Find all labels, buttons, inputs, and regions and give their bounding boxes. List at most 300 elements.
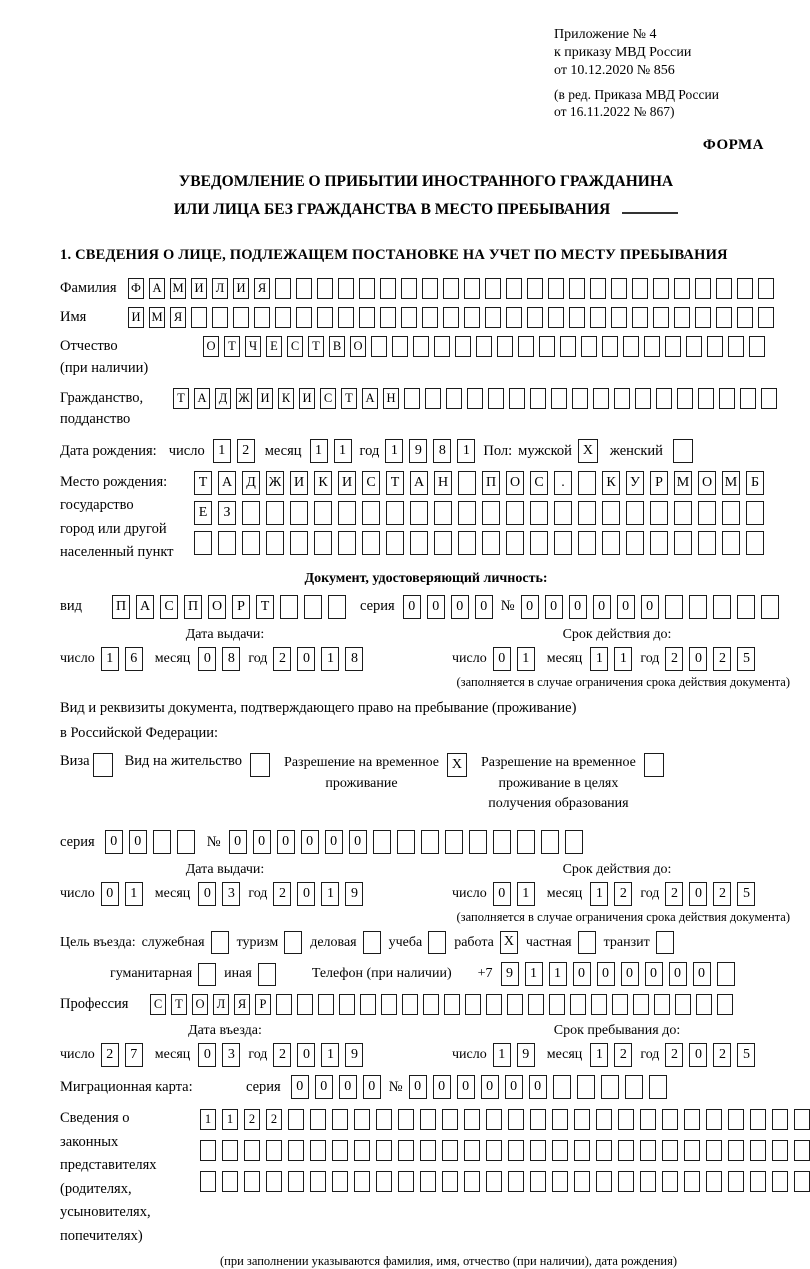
char-cell[interactable] [684, 1171, 700, 1192]
char-cell[interactable] [506, 307, 522, 328]
char-cell[interactable] [445, 830, 463, 854]
char-cell[interactable] [596, 1109, 612, 1130]
char-cell[interactable] [716, 278, 732, 299]
char-cell[interactable] [602, 336, 618, 357]
char-cell[interactable] [650, 501, 668, 525]
char-cell[interactable] [410, 501, 428, 525]
char-cell[interactable]: Р [232, 595, 250, 619]
char-cell[interactable]: И [257, 388, 273, 409]
char-cell[interactable]: 2 [614, 1043, 632, 1067]
char-cell[interactable]: 0 [451, 595, 469, 619]
char-cell[interactable]: 5 [737, 882, 755, 906]
char-cell[interactable] [296, 278, 312, 299]
patronymic-cells[interactable] [203, 336, 765, 357]
char-cell[interactable] [665, 336, 681, 357]
char-cell[interactable] [578, 471, 596, 495]
char-cell[interactable] [397, 830, 415, 854]
char-cell[interactable]: И [191, 278, 207, 299]
char-cell[interactable] [698, 501, 716, 525]
purpose-business-checkbox[interactable] [211, 931, 229, 954]
char-cell[interactable]: 2 [273, 647, 291, 671]
char-cell[interactable]: З [218, 501, 236, 525]
char-cell[interactable] [674, 307, 690, 328]
char-cell[interactable] [640, 1109, 656, 1130]
char-cell[interactable] [233, 307, 249, 328]
char-cell[interactable] [675, 994, 691, 1015]
char-cell[interactable] [486, 1109, 502, 1130]
migration-card-series-cells[interactable] [291, 1075, 381, 1099]
char-cell[interactable] [288, 1171, 304, 1192]
char-cell[interactable] [565, 830, 583, 854]
char-cell[interactable]: 1 [517, 882, 535, 906]
char-cell[interactable]: 1 [457, 439, 475, 463]
char-cell[interactable]: 1 [125, 882, 143, 906]
char-cell[interactable]: 0 [645, 962, 663, 986]
char-cell[interactable] [465, 994, 481, 1015]
char-cell[interactable] [508, 1109, 524, 1130]
char-cell[interactable] [716, 307, 732, 328]
char-cell[interactable] [737, 278, 753, 299]
char-cell[interactable]: 2 [665, 882, 683, 906]
char-cell[interactable]: 8 [345, 647, 363, 671]
char-cell[interactable]: 1 [590, 882, 608, 906]
char-cell[interactable] [717, 962, 735, 986]
char-cell[interactable] [318, 994, 334, 1015]
char-cell[interactable] [632, 278, 648, 299]
char-cell[interactable]: Ж [266, 471, 284, 495]
char-cell[interactable] [689, 595, 707, 619]
char-cell[interactable] [464, 1171, 480, 1192]
char-cell[interactable]: 0 [545, 595, 563, 619]
char-cell[interactable] [530, 1171, 546, 1192]
char-cell[interactable] [464, 307, 480, 328]
char-cell[interactable] [194, 531, 212, 555]
char-cell[interactable]: М [170, 278, 186, 299]
char-cell[interactable]: 0 [475, 595, 493, 619]
char-cell[interactable]: А [149, 278, 165, 299]
char-cell[interactable]: 2 [101, 1043, 119, 1067]
char-cell[interactable] [662, 1109, 678, 1130]
char-cell[interactable] [626, 531, 644, 555]
char-cell[interactable]: 0 [505, 1075, 523, 1099]
char-cell[interactable]: Я [234, 994, 250, 1015]
char-cell[interactable]: С [320, 388, 336, 409]
char-cell[interactable] [574, 1140, 590, 1161]
char-cell[interactable] [404, 388, 420, 409]
char-cell[interactable] [398, 1109, 414, 1130]
char-cell[interactable]: 0 [297, 647, 315, 671]
char-cell[interactable] [706, 1171, 722, 1192]
char-cell[interactable]: 1 [321, 882, 339, 906]
char-cell[interactable]: 1 [590, 647, 608, 671]
birth-place-row-1-cells[interactable] [194, 471, 764, 495]
char-cell[interactable] [354, 1109, 370, 1130]
char-cell[interactable]: О [192, 994, 208, 1015]
char-cell[interactable] [737, 307, 753, 328]
residence-issue-day-cells[interactable] [101, 882, 143, 906]
char-cell[interactable] [602, 501, 620, 525]
char-cell[interactable] [686, 336, 702, 357]
char-cell[interactable]: Т [173, 388, 189, 409]
char-cell[interactable] [612, 994, 628, 1015]
char-cell[interactable] [698, 388, 714, 409]
char-cell[interactable] [386, 501, 404, 525]
char-cell[interactable]: 0 [573, 962, 591, 986]
char-cell[interactable] [750, 1171, 766, 1192]
char-cell[interactable] [650, 531, 668, 555]
char-cell[interactable] [488, 388, 504, 409]
migration-card-number-cells[interactable] [409, 1075, 667, 1099]
char-cell[interactable]: 0 [641, 595, 659, 619]
char-cell[interactable]: Т [194, 471, 212, 495]
char-cell[interactable] [530, 388, 546, 409]
char-cell[interactable]: 7 [125, 1043, 143, 1067]
char-cell[interactable] [290, 501, 308, 525]
char-cell[interactable] [362, 501, 380, 525]
char-cell[interactable]: Р [650, 471, 668, 495]
char-cell[interactable]: 9 [409, 439, 427, 463]
char-cell[interactable]: С [160, 595, 178, 619]
residence-valid-year-cells[interactable] [665, 882, 755, 906]
char-cell[interactable]: 9 [345, 1043, 363, 1067]
char-cell[interactable] [280, 595, 298, 619]
char-cell[interactable] [707, 336, 723, 357]
char-cell[interactable] [458, 531, 476, 555]
char-cell[interactable] [596, 1171, 612, 1192]
char-cell[interactable]: 0 [291, 1075, 309, 1099]
char-cell[interactable] [332, 1140, 348, 1161]
entry-year-cells[interactable] [273, 1043, 363, 1067]
issue-month-cells[interactable] [198, 647, 240, 671]
char-cell[interactable] [310, 1109, 326, 1130]
char-cell[interactable]: И [233, 278, 249, 299]
char-cell[interactable] [458, 471, 476, 495]
char-cell[interactable] [380, 278, 396, 299]
char-cell[interactable] [509, 388, 525, 409]
char-cell[interactable] [314, 501, 332, 525]
char-cell[interactable]: 0 [481, 1075, 499, 1099]
citizenship-cells[interactable] [173, 388, 777, 409]
char-cell[interactable] [469, 830, 487, 854]
char-cell[interactable]: Д [215, 388, 231, 409]
char-cell[interactable]: 0 [689, 647, 707, 671]
char-cell[interactable] [467, 388, 483, 409]
char-cell[interactable] [506, 278, 522, 299]
char-cell[interactable]: 0 [493, 647, 511, 671]
char-cell[interactable] [420, 1140, 436, 1161]
char-cell[interactable]: 0 [693, 962, 711, 986]
purpose-study-checkbox[interactable] [428, 931, 446, 954]
char-cell[interactable] [458, 501, 476, 525]
char-cell[interactable] [569, 278, 585, 299]
char-cell[interactable] [684, 1109, 700, 1130]
residence-issue-month-cells[interactable] [198, 882, 240, 906]
char-cell[interactable]: 0 [301, 830, 319, 854]
char-cell[interactable] [442, 1140, 458, 1161]
char-cell[interactable] [297, 994, 313, 1015]
char-cell[interactable] [413, 336, 429, 357]
char-cell[interactable] [706, 1109, 722, 1130]
char-cell[interactable] [332, 1171, 348, 1192]
char-cell[interactable]: Я [254, 278, 270, 299]
char-cell[interactable] [464, 1109, 480, 1130]
char-cell[interactable] [728, 336, 744, 357]
char-cell[interactable] [338, 501, 356, 525]
char-cell[interactable] [222, 1140, 238, 1161]
char-cell[interactable]: Н [434, 471, 452, 495]
char-cell[interactable] [304, 595, 322, 619]
char-cell[interactable]: 0 [339, 1075, 357, 1099]
char-cell[interactable]: 0 [325, 830, 343, 854]
char-cell[interactable] [611, 278, 627, 299]
char-cell[interactable] [677, 388, 693, 409]
char-cell[interactable] [376, 1109, 392, 1130]
char-cell[interactable] [398, 1171, 414, 1192]
char-cell[interactable] [218, 531, 236, 555]
char-cell[interactable]: У [626, 471, 644, 495]
char-cell[interactable]: 0 [315, 1075, 333, 1099]
char-cell[interactable] [548, 278, 564, 299]
char-cell[interactable] [713, 595, 731, 619]
char-cell[interactable] [493, 830, 511, 854]
char-cell[interactable]: 0 [669, 962, 687, 986]
char-cell[interactable]: 0 [403, 595, 421, 619]
char-cell[interactable]: Ж [236, 388, 252, 409]
char-cell[interactable]: Е [194, 501, 212, 525]
char-cell[interactable] [486, 1140, 502, 1161]
char-cell[interactable] [633, 994, 649, 1015]
temp-permit-checkbox[interactable]: X [447, 753, 467, 777]
char-cell[interactable] [464, 278, 480, 299]
purpose-humanitarian-checkbox[interactable] [198, 963, 216, 986]
char-cell[interactable]: 0 [597, 962, 615, 986]
char-cell[interactable] [574, 1109, 590, 1130]
char-cell[interactable]: 0 [529, 1075, 547, 1099]
char-cell[interactable] [420, 1109, 436, 1130]
char-cell[interactable] [266, 501, 284, 525]
char-cell[interactable] [552, 1140, 568, 1161]
char-cell[interactable]: 2 [665, 1043, 683, 1067]
char-cell[interactable] [276, 994, 292, 1015]
given-name-cells[interactable] [128, 307, 774, 328]
char-cell[interactable] [632, 307, 648, 328]
char-cell[interactable] [328, 595, 346, 619]
char-cell[interactable]: О [698, 471, 716, 495]
char-cell[interactable] [317, 278, 333, 299]
char-cell[interactable] [602, 531, 620, 555]
char-cell[interactable] [706, 1140, 722, 1161]
identity-doc-number-cells[interactable] [521, 595, 779, 619]
identity-doc-kind-cells[interactable] [112, 595, 346, 619]
char-cell[interactable] [635, 388, 651, 409]
char-cell[interactable] [750, 1109, 766, 1130]
char-cell[interactable] [696, 994, 712, 1015]
char-cell[interactable]: П [112, 595, 130, 619]
char-cell[interactable] [386, 531, 404, 555]
char-cell[interactable] [443, 307, 459, 328]
char-cell[interactable] [310, 1140, 326, 1161]
char-cell[interactable] [549, 994, 565, 1015]
char-cell[interactable]: А [218, 471, 236, 495]
char-cell[interactable] [623, 336, 639, 357]
char-cell[interactable] [381, 994, 397, 1015]
char-cell[interactable] [410, 531, 428, 555]
char-cell[interactable] [244, 1140, 260, 1161]
char-cell[interactable]: 1 [321, 647, 339, 671]
char-cell[interactable] [376, 1140, 392, 1161]
char-cell[interactable] [591, 994, 607, 1015]
char-cell[interactable] [517, 830, 535, 854]
char-cell[interactable] [560, 336, 576, 357]
char-cell[interactable] [572, 388, 588, 409]
char-cell[interactable] [482, 501, 500, 525]
char-cell[interactable]: 2 [244, 1109, 260, 1130]
issue-day-cells[interactable] [101, 647, 143, 671]
char-cell[interactable]: Т [341, 388, 357, 409]
char-cell[interactable] [596, 1140, 612, 1161]
char-cell[interactable] [398, 1140, 414, 1161]
char-cell[interactable]: 2 [266, 1109, 282, 1130]
char-cell[interactable]: 1 [493, 1043, 511, 1067]
char-cell[interactable]: 0 [409, 1075, 427, 1099]
char-cell[interactable] [486, 1171, 502, 1192]
char-cell[interactable] [508, 1171, 524, 1192]
char-cell[interactable] [434, 336, 450, 357]
char-cell[interactable] [338, 531, 356, 555]
char-cell[interactable] [717, 994, 733, 1015]
char-cell[interactable] [402, 994, 418, 1015]
char-cell[interactable]: 0 [297, 1043, 315, 1067]
valid-day-cells[interactable] [493, 647, 535, 671]
char-cell[interactable] [722, 501, 740, 525]
char-cell[interactable] [434, 531, 452, 555]
char-cell[interactable] [266, 531, 284, 555]
char-cell[interactable] [443, 278, 459, 299]
char-cell[interactable]: 0 [569, 595, 587, 619]
char-cell[interactable]: 2 [273, 882, 291, 906]
char-cell[interactable]: А [194, 388, 210, 409]
char-cell[interactable] [539, 336, 555, 357]
char-cell[interactable]: 8 [222, 647, 240, 671]
valid-year-cells[interactable] [665, 647, 755, 671]
char-cell[interactable] [360, 994, 376, 1015]
char-cell[interactable]: 2 [713, 647, 731, 671]
char-cell[interactable] [746, 501, 764, 525]
char-cell[interactable] [740, 388, 756, 409]
char-cell[interactable]: 1 [334, 439, 352, 463]
char-cell[interactable] [618, 1171, 634, 1192]
char-cell[interactable] [338, 307, 354, 328]
char-cell[interactable]: Я [170, 307, 186, 328]
char-cell[interactable] [772, 1140, 788, 1161]
char-cell[interactable] [553, 1075, 571, 1099]
char-cell[interactable] [772, 1171, 788, 1192]
char-cell[interactable] [392, 336, 408, 357]
char-cell[interactable]: О [350, 336, 366, 357]
char-cell[interactable] [244, 1171, 260, 1192]
char-cell[interactable] [728, 1140, 744, 1161]
char-cell[interactable] [644, 336, 660, 357]
char-cell[interactable]: К [602, 471, 620, 495]
char-cell[interactable] [423, 994, 439, 1015]
char-cell[interactable]: Л [213, 994, 229, 1015]
char-cell[interactable]: К [278, 388, 294, 409]
char-cell[interactable]: 0 [105, 830, 123, 854]
char-cell[interactable] [275, 307, 291, 328]
residence-doc-number-cells[interactable] [229, 830, 583, 854]
char-cell[interactable]: 3 [222, 1043, 240, 1067]
char-cell[interactable] [310, 1171, 326, 1192]
char-cell[interactable] [482, 531, 500, 555]
char-cell[interactable] [254, 307, 270, 328]
char-cell[interactable] [649, 1075, 667, 1099]
char-cell[interactable] [625, 1075, 643, 1099]
char-cell[interactable] [508, 1140, 524, 1161]
char-cell[interactable] [601, 1075, 619, 1099]
char-cell[interactable]: Т [224, 336, 240, 357]
char-cell[interactable]: 0 [689, 1043, 707, 1067]
char-cell[interactable] [339, 994, 355, 1015]
char-cell[interactable] [527, 278, 543, 299]
stay-day-cells[interactable] [493, 1043, 535, 1067]
char-cell[interactable] [442, 1171, 458, 1192]
char-cell[interactable] [728, 1109, 744, 1130]
char-cell[interactable]: О [203, 336, 219, 357]
char-cell[interactable] [200, 1140, 216, 1161]
char-cell[interactable] [288, 1109, 304, 1130]
char-cell[interactable]: 0 [229, 830, 247, 854]
purpose-work-checkbox[interactable]: X [500, 931, 518, 954]
char-cell[interactable]: Д [242, 471, 260, 495]
birth-place-row-3-cells[interactable] [194, 531, 764, 555]
char-cell[interactable]: 1 [590, 1043, 608, 1067]
char-cell[interactable] [338, 278, 354, 299]
char-cell[interactable] [518, 336, 534, 357]
char-cell[interactable] [761, 595, 779, 619]
char-cell[interactable]: 0 [129, 830, 147, 854]
char-cell[interactable]: 1 [213, 439, 231, 463]
char-cell[interactable]: И [128, 307, 144, 328]
char-cell[interactable] [581, 336, 597, 357]
entry-month-cells[interactable] [198, 1043, 240, 1067]
char-cell[interactable] [354, 1171, 370, 1192]
char-cell[interactable] [485, 278, 501, 299]
char-cell[interactable] [527, 307, 543, 328]
char-cell[interactable]: 0 [297, 882, 315, 906]
char-cell[interactable]: С [150, 994, 166, 1015]
char-cell[interactable] [288, 1140, 304, 1161]
char-cell[interactable] [737, 595, 755, 619]
char-cell[interactable]: С [362, 471, 380, 495]
char-cell[interactable] [425, 388, 441, 409]
char-cell[interactable] [640, 1171, 656, 1192]
legal-representatives-row-3-cells[interactable] [200, 1171, 810, 1192]
char-cell[interactable]: 1 [614, 647, 632, 671]
profession-cells[interactable] [150, 994, 733, 1015]
visa-checkbox[interactable] [93, 753, 113, 777]
char-cell[interactable] [548, 307, 564, 328]
char-cell[interactable] [455, 336, 471, 357]
residence-permit-checkbox[interactable] [250, 753, 270, 777]
char-cell[interactable] [654, 994, 670, 1015]
phone-cells[interactable] [501, 962, 735, 986]
char-cell[interactable] [486, 994, 502, 1015]
char-cell[interactable] [640, 1140, 656, 1161]
char-cell[interactable] [434, 501, 452, 525]
char-cell[interactable] [674, 531, 692, 555]
char-cell[interactable]: Ч [245, 336, 261, 357]
char-cell[interactable] [662, 1140, 678, 1161]
